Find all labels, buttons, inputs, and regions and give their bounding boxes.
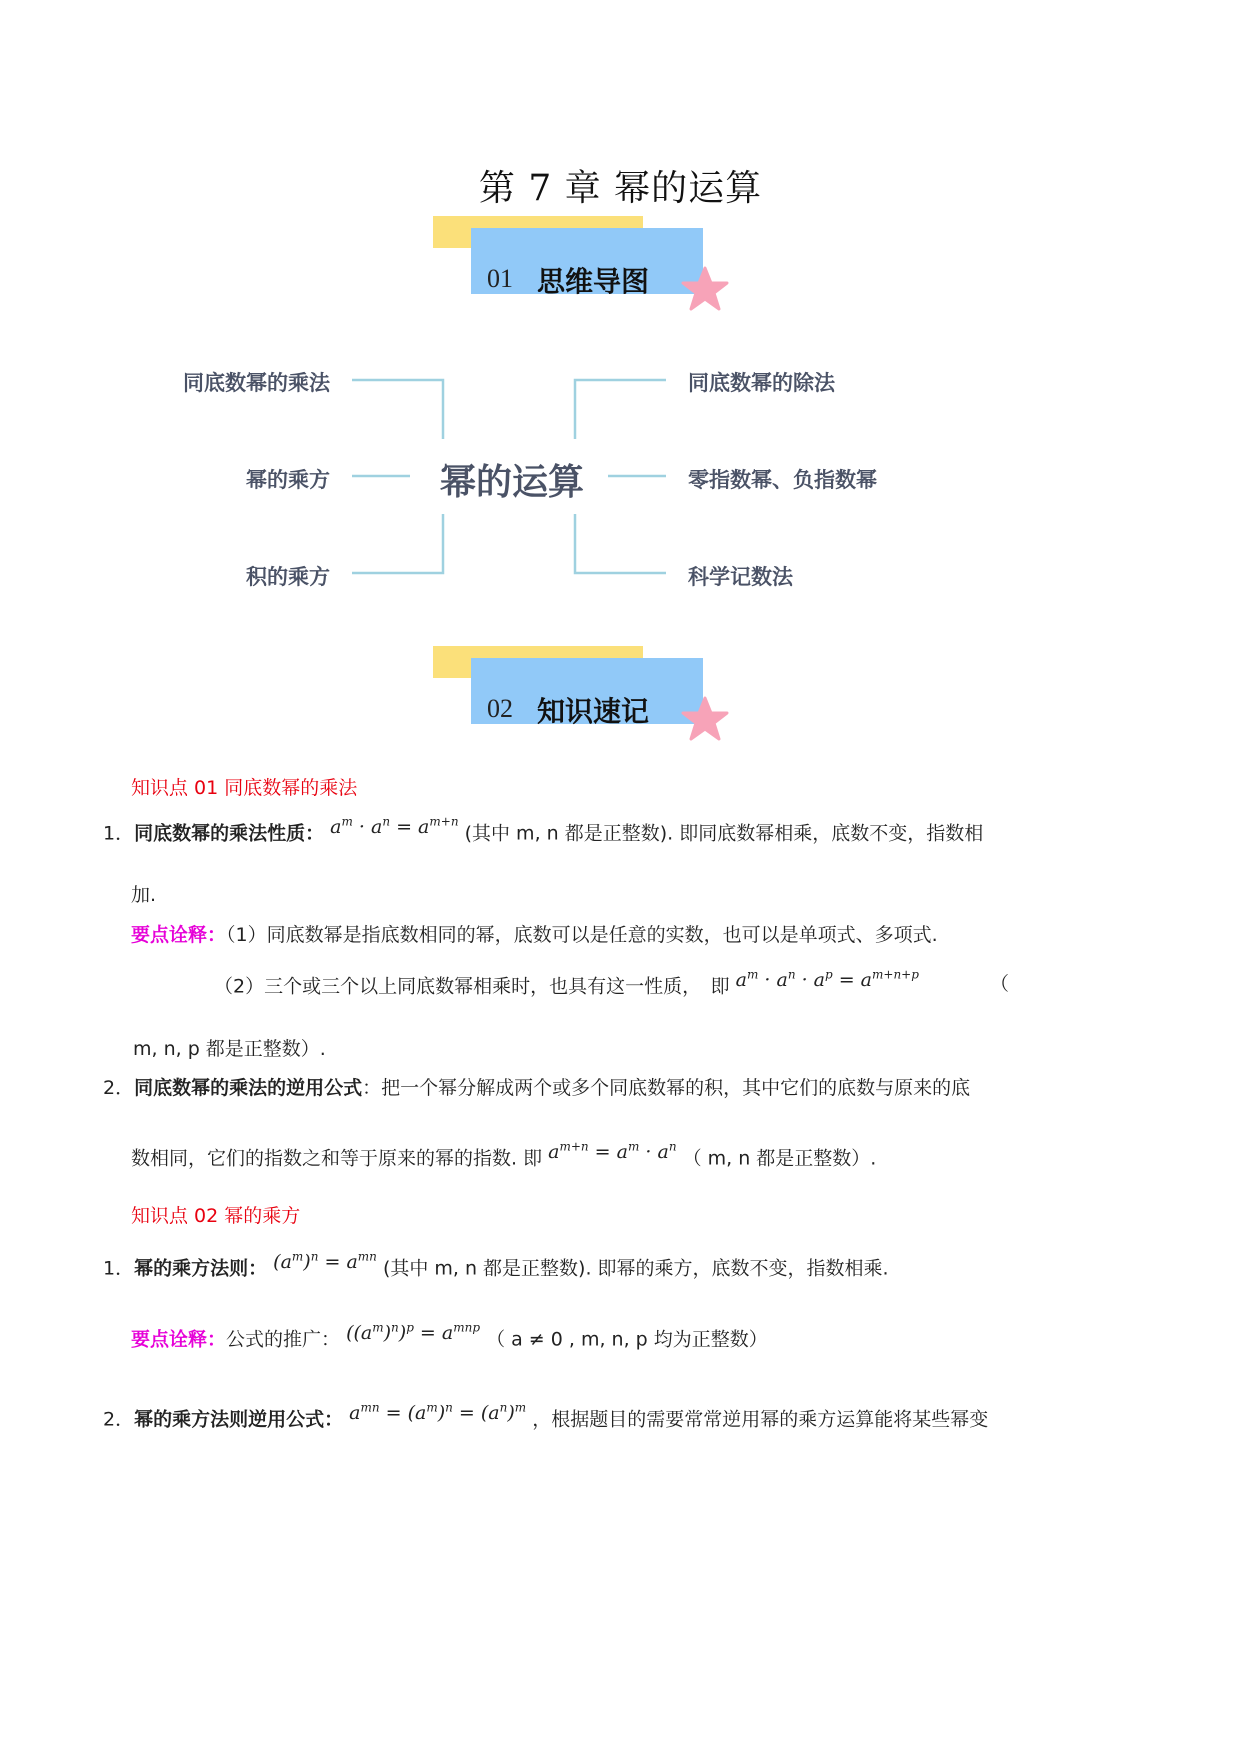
note-text: （2）三个或三个以上同底数幂相乘时，也具有这一性质， 即 — [214, 975, 730, 998]
item-text: ，根据题目的需要常常逆用幂的乘方运算能将某些幂变 — [532, 1408, 989, 1431]
note-label: 要点诠释： — [131, 1328, 227, 1351]
kp1-note2-paren: （ — [990, 973, 1010, 995]
item-text: ：把一个幂分解成两个或多个同底数幂的积，其中它们的底数与原来的底 — [362, 1077, 971, 1099]
section-number: 02 — [487, 694, 513, 723]
formula-inverse-power: $a^{mn} = (a^m)^n = (a^n)^m$ — [349, 1401, 527, 1425]
formula-power-generalization: $((a^m)^n)^p = a^{mnp}$ — [346, 1321, 481, 1345]
section-banner-mindmap — [433, 216, 733, 326]
kp2-item1 — [103, 1249, 889, 1282]
formula-inverse-product: $a^{m+n} = a^m \cdot a^n$ — [548, 1140, 677, 1164]
note-text: （1）同底数幂是指底数相同的幂，底数可以是任意的实数，也可以是单项式、多项式. — [226, 924, 938, 946]
item-text: (其中 m, n 都是正整数). 即幂的乘方，底数不变，指数相乘. — [382, 1257, 889, 1280]
item-number: 1． — [103, 822, 135, 845]
section-number: 01 — [487, 264, 513, 293]
kp1-note2-cont: m, n, p 都是正整数）. — [133, 1038, 326, 1060]
section-banner-knowledge — [433, 646, 733, 756]
note-text: 公式的推广： — [226, 1328, 341, 1351]
item-tail: （ m, n 都是正整数）. — [682, 1147, 877, 1170]
item-text: (其中 m, n 都是正整数). 即同底数幂相乘，底数不变，指数相 — [464, 822, 984, 845]
note-label: 要点诠释： — [131, 924, 227, 946]
kp1-item1 — [103, 814, 983, 847]
item-number: 2． — [103, 1408, 135, 1431]
page-title: 第 7 章 幂的运算 — [478, 168, 763, 209]
mindmap-node-left-3: 积的乘方 — [246, 565, 330, 589]
item-number: 1． — [103, 1257, 135, 1280]
section-label: 思维导图 — [537, 265, 650, 298]
kp1-note2 — [214, 967, 919, 1000]
star-icon — [681, 266, 729, 312]
kp1-item2 — [103, 1074, 970, 1102]
item-title: 同底数幂的乘法性质： — [134, 822, 325, 845]
mindmap-node-right-2: 零指数幂、负指数幂 — [688, 468, 877, 492]
item-number: 2． — [103, 1077, 135, 1099]
mindmap-center: 幂的运算 — [440, 462, 585, 503]
mindmap-node-right-1: 同底数幂的除法 — [688, 371, 835, 395]
note-tail: （ a ≠ 0 , m, n, p 均为正整数） — [486, 1328, 768, 1351]
item-title: 幂的乘方法则： — [134, 1257, 268, 1280]
kp1-note1 — [131, 921, 938, 949]
mindmap-node-left-2: 幂的乘方 — [246, 468, 330, 492]
kp1-item2-cont — [131, 1139, 876, 1172]
kp1-heading: 知识点 01 同底数幂的乘法 — [131, 777, 358, 799]
item-text: 数相同，它们的指数之和等于原来的幂的指数. 即 — [131, 1147, 543, 1170]
mindmap-node-left-1: 同底数幂的乘法 — [183, 371, 330, 395]
star-icon — [681, 696, 729, 742]
formula-product-rule: $a^m \cdot a^n = a^{m+n}$ — [330, 815, 459, 839]
kp2-heading: 知识点 02 幂的乘方 — [131, 1205, 301, 1227]
item-title: 同底数幂的乘法的逆用公式 — [134, 1077, 363, 1099]
formula-triple-product: $a^m \cdot a^n \cdot a^p = a^{m+n+p}$ — [735, 968, 919, 992]
kp2-note — [131, 1320, 768, 1353]
kp2-item2 — [103, 1400, 988, 1433]
kp1-item1-cont: 加. — [131, 884, 157, 906]
section-label: 知识速记 — [537, 695, 650, 728]
item-title: 幂的乘方法则逆用公式： — [134, 1408, 344, 1431]
mindmap-node-right-3: 科学记数法 — [688, 565, 793, 589]
formula-power-rule: $(a^m)^n = a^{mn}$ — [273, 1250, 377, 1274]
